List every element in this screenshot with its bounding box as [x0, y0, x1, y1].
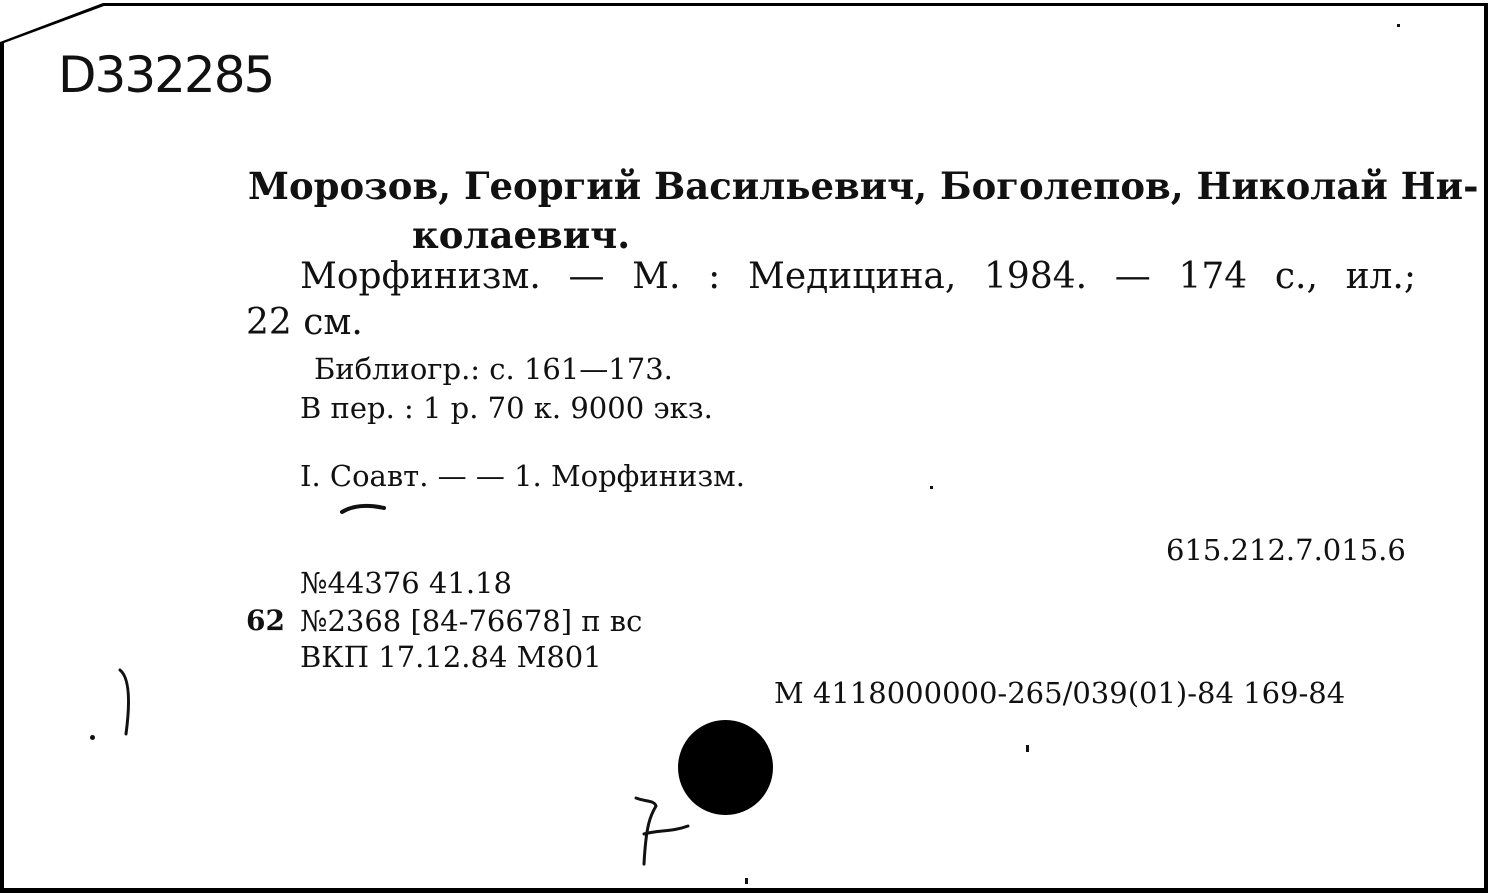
system-number: 62 — [246, 604, 285, 637]
speck-dot — [745, 878, 748, 884]
title-line-1: Морфинизм. — М. : Медицина, 1984. — 174 с., ил.; — [300, 256, 1416, 297]
author-line-1: Морозов, Георгий Васильевич, Боголепов, Николай Ни- — [248, 164, 1479, 208]
pen-tick-mark — [338, 500, 390, 520]
author-line-2: колаевич. — [412, 213, 631, 257]
classification-index: 615.212.7.015.6 — [1166, 533, 1406, 567]
speck-dot — [1026, 745, 1029, 752]
isbn-line: М 4118000000-265/039(01)-84 169-84 — [774, 676, 1346, 710]
title-line-2: 22 см. — [246, 302, 363, 343]
tracing-line: I. Соавт. — — 1. Морфинизм. — [300, 459, 745, 493]
price-note: В пер. : 1 р. 70 к. 9000 экз. — [300, 391, 713, 425]
bibliography-note: Библиогр.: с. 161—173. — [314, 352, 673, 386]
system-line-2: №2368 [84-76678] п вс — [300, 604, 643, 638]
system-line-1: №44376 41.18 — [300, 566, 512, 600]
inventory-number: Ⅾ332285 — [58, 46, 274, 104]
speck-dot — [930, 486, 933, 489]
handwritten-stroke-mark — [110, 664, 140, 740]
speck-dot — [1397, 24, 1400, 27]
handwritten-seven-mark — [628, 790, 698, 870]
speck-dot — [90, 735, 95, 740]
system-line-3: ВКП 17.12.84 М801 — [300, 640, 602, 674]
